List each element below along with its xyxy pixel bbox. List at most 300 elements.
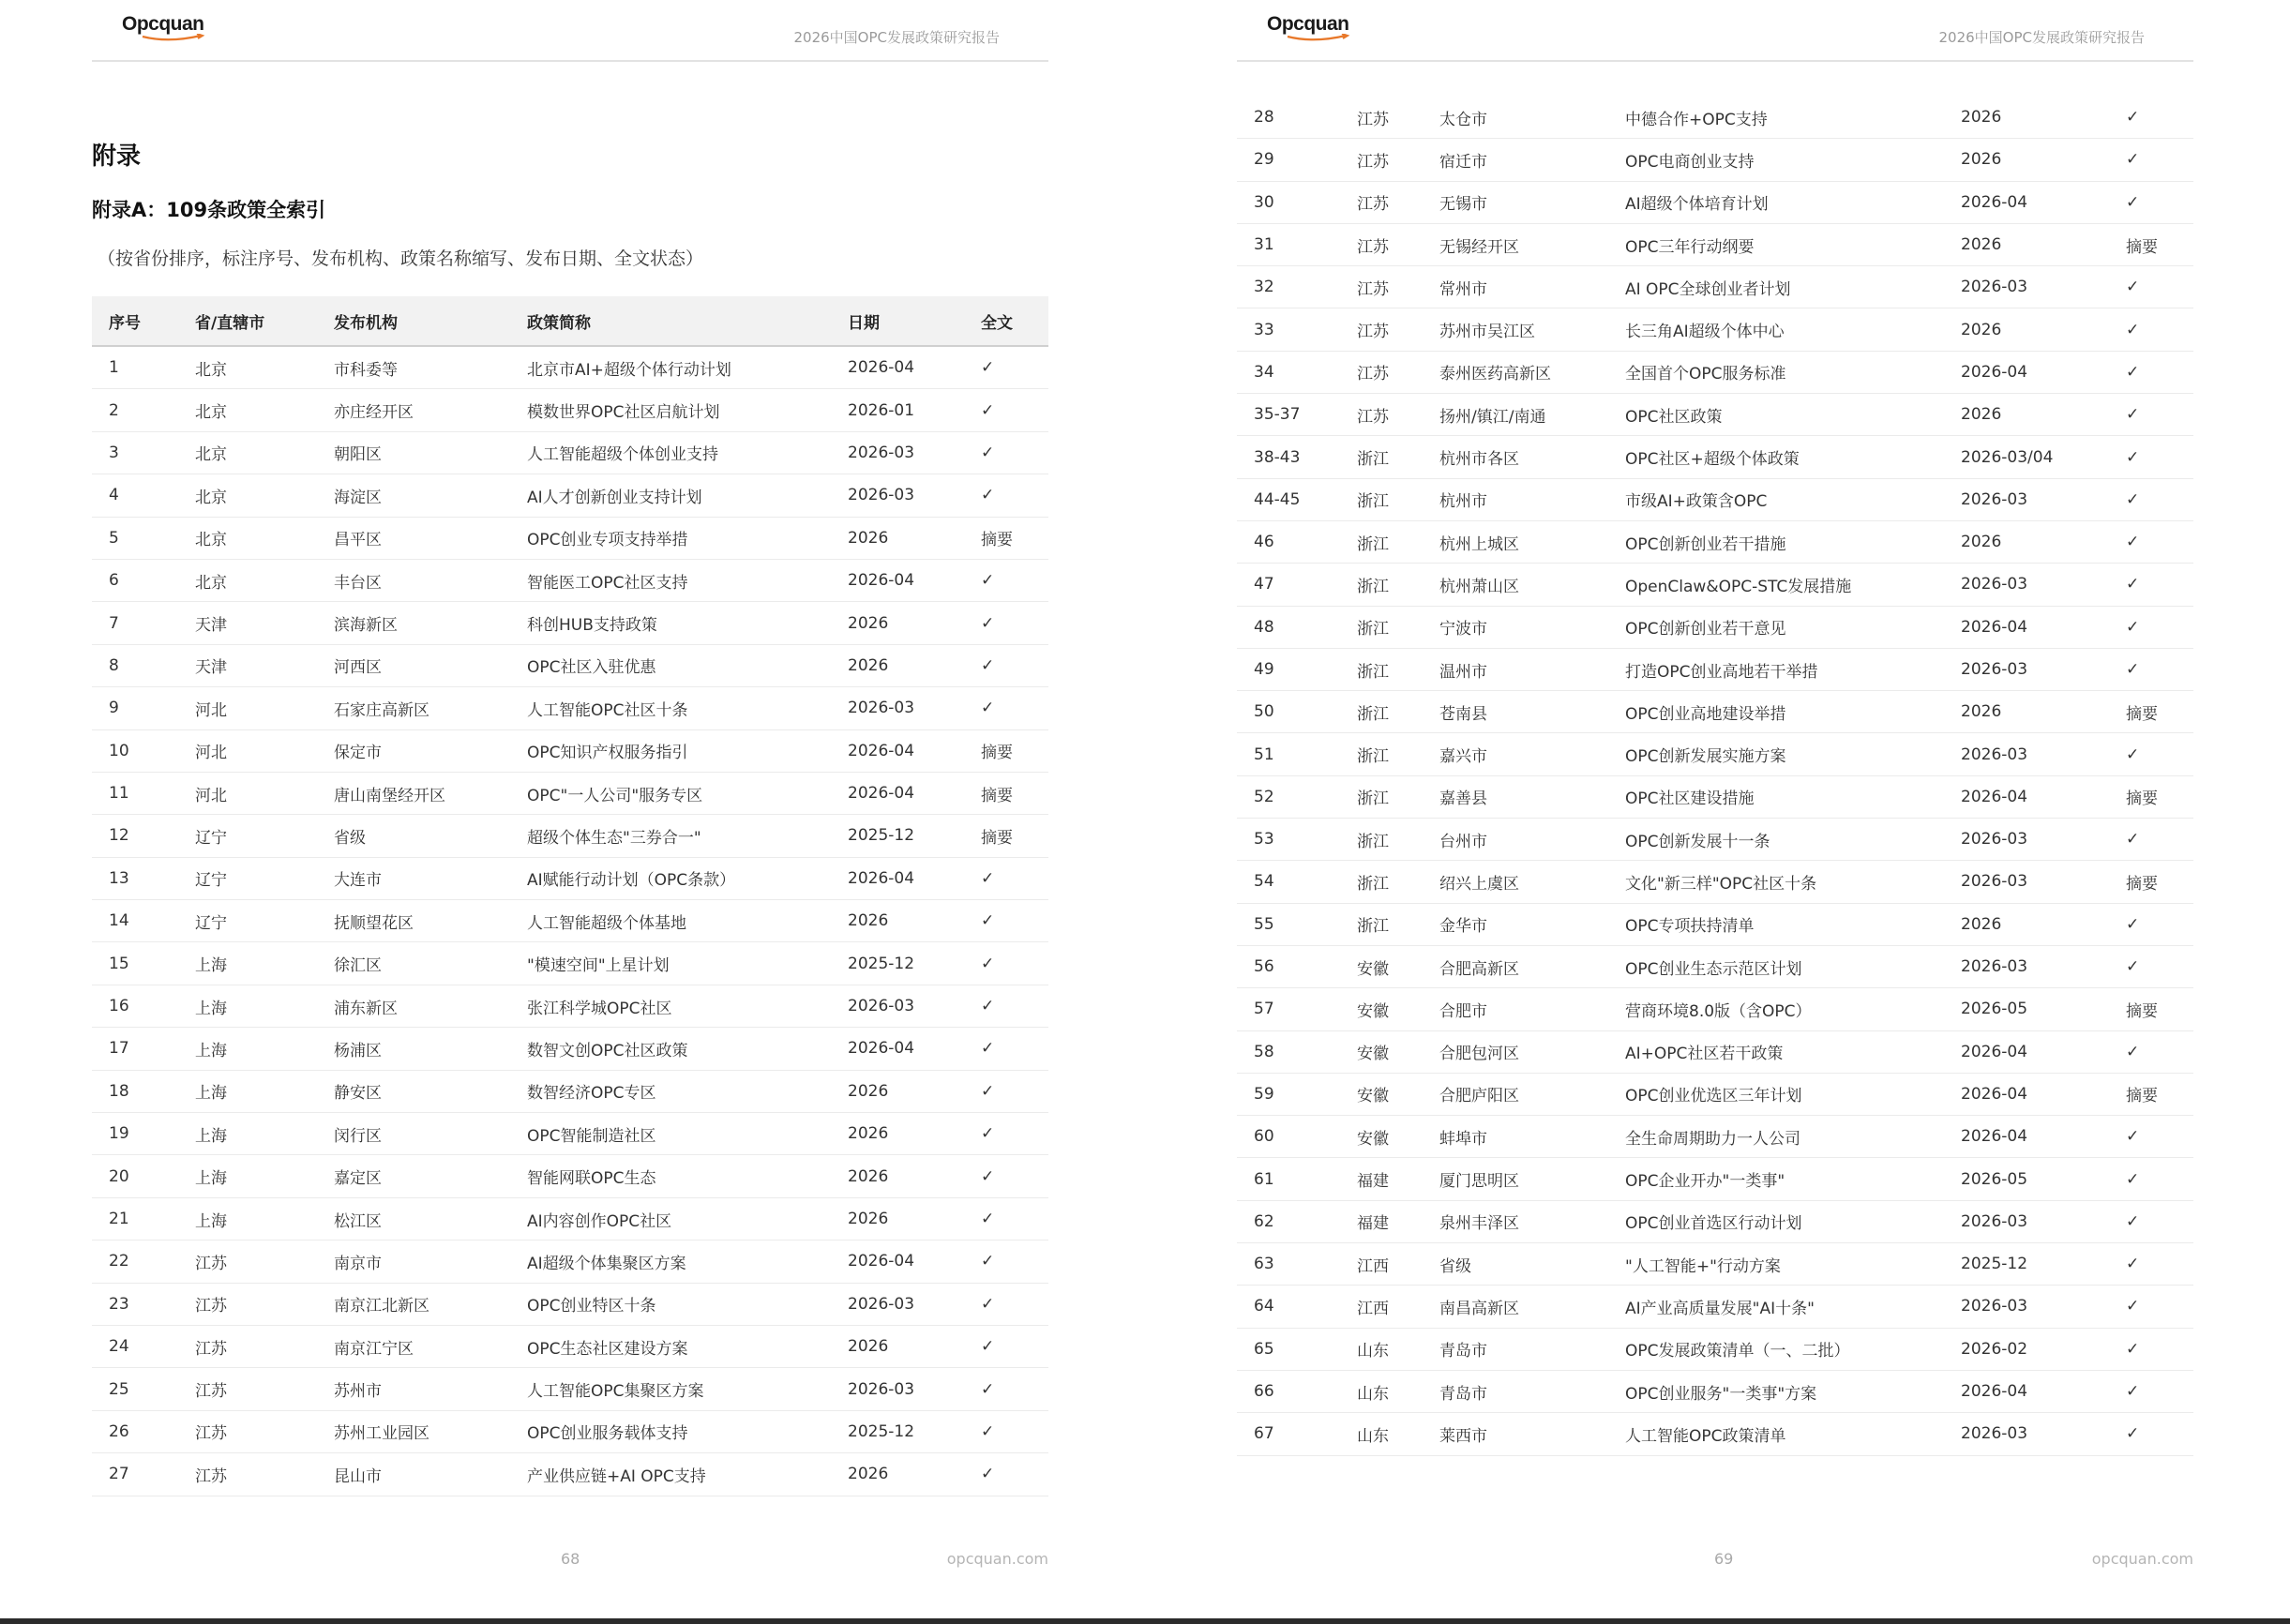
cell-date: 2026-03 <box>831 687 964 729</box>
cell-agency: 杭州萧山区 <box>1423 564 1608 606</box>
col-header-province: 省/直辖市 <box>178 296 317 346</box>
cell-date: 2026-03 <box>831 431 964 474</box>
cell-province: 江苏 <box>178 1410 317 1452</box>
cell-date: 2026-04 <box>1944 1030 2109 1073</box>
cell-date: 2026 <box>831 517 964 559</box>
table-row <box>1237 945 2193 987</box>
cell-index: 49 <box>1237 648 1340 690</box>
cell-date: 2026 <box>831 1453 964 1496</box>
cell-index: 19 <box>92 1113 178 1155</box>
cell-index: 6 <box>92 559 178 601</box>
cell-fulltext: 摘要 <box>2109 861 2193 903</box>
cell-fulltext: ✓ <box>964 1197 1048 1240</box>
cell-province: 江苏 <box>1340 308 1423 351</box>
logo-swoosh-icon <box>122 34 206 43</box>
cell-agency: 无锡市 <box>1423 181 1608 223</box>
table-row <box>1237 1116 2193 1158</box>
cell-index: 59 <box>1237 1073 1340 1115</box>
cell-province: 江苏 <box>1340 223 1423 265</box>
cell-policy: AI超级个体集聚区方案 <box>510 1241 831 1283</box>
table-row <box>92 1113 1048 1155</box>
table-row <box>1237 564 2193 606</box>
cell-agency: 抚顺望花区 <box>317 900 510 942</box>
cell-province: 江苏 <box>1340 181 1423 223</box>
cell-agency: 唐山南堡经开区 <box>317 772 510 814</box>
cell-province: 浙江 <box>1340 733 1423 775</box>
cell-agency: 温州市 <box>1423 648 1608 690</box>
cell-index: 53 <box>1237 819 1340 861</box>
cell-policy: 人工智能超级个体创业支持 <box>510 431 831 474</box>
cell-policy: 长三角AI超级个体中心 <box>1608 308 1944 351</box>
cell-fulltext: 摘要 <box>964 729 1048 772</box>
cell-policy: OPC社区建设措施 <box>1608 775 1944 818</box>
cell-policy: OPC电商创业支持 <box>1608 139 1944 181</box>
cell-policy: OPC创业首选区行动计划 <box>1608 1200 1944 1242</box>
cell-province: 北京 <box>178 517 317 559</box>
cell-date: 2026-02 <box>1944 1328 2109 1370</box>
cell-fulltext: 摘要 <box>2109 988 2193 1030</box>
cell-agency: 青岛市 <box>1423 1328 1608 1370</box>
table-row <box>1237 819 2193 861</box>
cell-date: 2026-03 <box>1944 819 2109 861</box>
cell-policy: OPC创业优选区三年计划 <box>1608 1073 1944 1115</box>
cell-agency: 合肥包河区 <box>1423 1030 1608 1073</box>
table-row <box>92 1070 1048 1112</box>
cell-index: 60 <box>1237 1116 1340 1158</box>
cell-province: 山东 <box>1340 1328 1423 1370</box>
cell-policy: OPC创业服务载体支持 <box>510 1410 831 1452</box>
cell-agency: 苏州工业园区 <box>317 1410 510 1452</box>
cell-fulltext: ✓ <box>964 389 1048 431</box>
cell-index: 48 <box>1237 606 1340 648</box>
cell-index: 12 <box>92 815 178 857</box>
col-header-agency: 发布机构 <box>317 296 510 346</box>
cell-date: 2026 <box>831 1325 964 1367</box>
cell-date: 2026 <box>831 1197 964 1240</box>
cell-date: 2026 <box>1944 903 2109 945</box>
cell-province: 福建 <box>1340 1158 1423 1200</box>
cell-agency: 石家庄高新区 <box>317 687 510 729</box>
cell-index: 65 <box>1237 1328 1340 1370</box>
cell-policy: AI OPC全球创业者计划 <box>1608 266 1944 308</box>
cell-fulltext: 摘要 <box>964 815 1048 857</box>
cell-agency: 浦东新区 <box>317 985 510 1027</box>
col-header-index: 序号 <box>92 296 178 346</box>
cell-policy: OPC专项扶持清单 <box>1608 903 1944 945</box>
cell-policy: OPC创业服务"一类事"方案 <box>1608 1370 1944 1412</box>
cell-index: 27 <box>92 1453 178 1496</box>
table-row <box>92 517 1048 559</box>
cell-index: 23 <box>92 1283 178 1325</box>
cell-agency: 泰州医药高新区 <box>1423 351 1608 393</box>
cell-index: 66 <box>1237 1370 1340 1412</box>
cell-province: 江苏 <box>1340 351 1423 393</box>
cell-index: 5 <box>92 517 178 559</box>
table-row <box>92 559 1048 601</box>
cell-index: 10 <box>92 729 178 772</box>
col-header-fulltext: 全文 <box>964 296 1048 346</box>
cell-agency: 海淀区 <box>317 474 510 517</box>
cell-fulltext: ✓ <box>2109 1030 2193 1073</box>
cell-agency: 合肥高新区 <box>1423 945 1608 987</box>
cell-province: 辽宁 <box>178 900 317 942</box>
cell-index: 47 <box>1237 564 1340 606</box>
cell-fulltext: ✓ <box>2109 1116 2193 1158</box>
cell-index: 38-43 <box>1237 436 1340 478</box>
cell-policy: AI人才创新创业支持计划 <box>510 474 831 517</box>
cell-fulltext: ✓ <box>964 1368 1048 1410</box>
table-row <box>92 1368 1048 1410</box>
cell-fulltext: ✓ <box>964 985 1048 1027</box>
cell-policy: 中德合作+OPC支持 <box>1608 97 1944 139</box>
cell-province: 江苏 <box>178 1453 317 1496</box>
cell-policy: 人工智能OPC社区十条 <box>510 687 831 729</box>
cell-fulltext: ✓ <box>964 1113 1048 1155</box>
table-row <box>1237 733 2193 775</box>
table-row <box>1237 223 2193 265</box>
cell-fulltext: ✓ <box>2109 819 2193 861</box>
cell-index: 52 <box>1237 775 1340 818</box>
cell-index: 62 <box>1237 1200 1340 1242</box>
cell-province: 江苏 <box>178 1283 317 1325</box>
table-row <box>92 644 1048 686</box>
cell-province: 浙江 <box>1340 819 1423 861</box>
cell-index: 30 <box>1237 181 1340 223</box>
cell-province: 辽宁 <box>178 857 317 899</box>
cell-date: 2026-03 <box>1944 861 2109 903</box>
cell-date: 2026-04 <box>1944 1370 2109 1412</box>
cell-fulltext: ✓ <box>2109 394 2193 436</box>
cell-index: 25 <box>92 1368 178 1410</box>
cell-agency: 南京江北新区 <box>317 1283 510 1325</box>
cell-date: 2026-03 <box>1944 733 2109 775</box>
cell-index: 20 <box>92 1155 178 1197</box>
cell-index: 32 <box>1237 266 1340 308</box>
table-row <box>1237 436 2193 478</box>
cell-date: 2026-04 <box>831 1028 964 1070</box>
cell-agency: 泉州丰泽区 <box>1423 1200 1608 1242</box>
cell-agency: 南京市 <box>317 1241 510 1283</box>
cell-policy: OPC创新创业若干措施 <box>1608 520 1944 563</box>
cell-date: 2026-03 <box>1944 564 2109 606</box>
cell-agency: 杭州市 <box>1423 478 1608 520</box>
cell-date: 2026-03 <box>1944 478 2109 520</box>
cell-date: 2026-03 <box>831 1283 964 1325</box>
cell-province: 河北 <box>178 772 317 814</box>
page-68 <box>0 0 1145 1618</box>
cell-fulltext: 摘要 <box>2109 691 2193 733</box>
cell-date: 2026 <box>831 1070 964 1112</box>
cell-policy: 数智经济OPC专区 <box>510 1070 831 1112</box>
table-row <box>92 1197 1048 1240</box>
cell-province: 江苏 <box>178 1325 317 1367</box>
table-row <box>1237 478 2193 520</box>
cell-date: 2026 <box>1944 308 2109 351</box>
report-title: 2026中国OPC发展政策研究报告 <box>1938 29 2145 46</box>
page-header <box>1237 0 2193 62</box>
cell-fulltext: ✓ <box>964 687 1048 729</box>
cell-policy: 智能医工OPC社区支持 <box>510 559 831 601</box>
cell-index: 58 <box>1237 1030 1340 1073</box>
cell-agency: 闵行区 <box>317 1113 510 1155</box>
cell-index: 54 <box>1237 861 1340 903</box>
cell-policy: OpenClaw&OPC-STC发展措施 <box>1608 564 1944 606</box>
cell-date: 2026-03 <box>831 1368 964 1410</box>
cell-agency: 金华市 <box>1423 903 1608 945</box>
cell-province: 浙江 <box>1340 478 1423 520</box>
cell-policy: OPC社区政策 <box>1608 394 1944 436</box>
opcquan-logo: Opcquan <box>1267 13 1349 35</box>
cell-index: 31 <box>1237 223 1340 265</box>
cell-fulltext: ✓ <box>964 942 1048 985</box>
cell-policy: 北京市AI+超级个体行动计划 <box>510 346 831 389</box>
cell-fulltext: ✓ <box>2109 1413 2193 1455</box>
cell-policy: 产业供应链+AI OPC支持 <box>510 1453 831 1496</box>
table-row <box>92 1325 1048 1367</box>
cell-index: 33 <box>1237 308 1340 351</box>
sort-note: （按省份排序，标注序号、发布机构、政策名称缩写、发布日期、全文状态） <box>98 248 704 269</box>
cell-fulltext: ✓ <box>2109 436 2193 478</box>
table-row <box>92 985 1048 1027</box>
cell-policy: OPC"一人公司"服务专区 <box>510 772 831 814</box>
cell-policy: 市级AI+政策含OPC <box>1608 478 1944 520</box>
col-header-date: 日期 <box>831 296 964 346</box>
cell-province: 浙江 <box>1340 520 1423 563</box>
cell-agency: 亦庄经开区 <box>317 389 510 431</box>
cell-fulltext: 摘要 <box>2109 775 2193 818</box>
cell-index: 13 <box>92 857 178 899</box>
cell-index: 35-37 <box>1237 394 1340 436</box>
table-row <box>92 687 1048 729</box>
cell-policy: OPC发展政策清单（一、二批） <box>1608 1328 1944 1370</box>
cell-province: 江苏 <box>1340 97 1423 139</box>
cell-fulltext: ✓ <box>964 1325 1048 1367</box>
cell-province: 上海 <box>178 1197 317 1240</box>
cell-province: 上海 <box>178 985 317 1027</box>
policy-index-table <box>92 296 1048 1496</box>
table-row <box>1237 691 2193 733</box>
cell-index: 22 <box>92 1241 178 1283</box>
col-header-policy: 政策简称 <box>510 296 831 346</box>
cell-date: 2026-04 <box>831 559 964 601</box>
table-row <box>92 857 1048 899</box>
table-row <box>1237 1073 2193 1115</box>
cell-index: 8 <box>92 644 178 686</box>
cell-agency: 朝阳区 <box>317 431 510 474</box>
cell-agency: 嘉兴市 <box>1423 733 1608 775</box>
cell-province: 北京 <box>178 474 317 517</box>
cell-index: 28 <box>1237 97 1340 139</box>
page-number: 68 <box>561 1550 580 1568</box>
cell-fulltext: ✓ <box>2109 97 2193 139</box>
table-row <box>92 1155 1048 1197</box>
cell-index: 18 <box>92 1070 178 1112</box>
cell-fulltext: ✓ <box>2109 266 2193 308</box>
cell-index: 14 <box>92 900 178 942</box>
table-row <box>92 602 1048 644</box>
cell-policy: AI赋能行动计划（OPC条款） <box>510 857 831 899</box>
cell-fulltext: ✓ <box>964 644 1048 686</box>
cell-policy: OPC智能制造社区 <box>510 1113 831 1155</box>
cell-agency: 绍兴上虞区 <box>1423 861 1608 903</box>
cell-agency: 苏州市 <box>317 1368 510 1410</box>
cell-policy: 人工智能OPC政策清单 <box>1608 1413 1944 1455</box>
cell-agency: 合肥庐阳区 <box>1423 1073 1608 1115</box>
cell-province: 江苏 <box>178 1241 317 1283</box>
cell-agency: 苍南县 <box>1423 691 1608 733</box>
cell-policy: AI超级个体培育计划 <box>1608 181 1944 223</box>
cell-fulltext: ✓ <box>964 602 1048 644</box>
cell-policy: 打造OPC创业高地若干举措 <box>1608 648 1944 690</box>
cell-province: 江苏 <box>1340 394 1423 436</box>
cell-province: 北京 <box>178 346 317 389</box>
cell-fulltext: ✓ <box>2109 1286 2193 1328</box>
footer-site: opcquan.com <box>946 1550 1048 1568</box>
cell-province: 江苏 <box>1340 139 1423 181</box>
cell-agency: 杭州市各区 <box>1423 436 1608 478</box>
cell-fulltext: ✓ <box>964 1155 1048 1197</box>
cell-province: 浙江 <box>1340 903 1423 945</box>
cell-agency: 南昌高新区 <box>1423 1286 1608 1328</box>
cell-province: 上海 <box>178 1113 317 1155</box>
cell-province: 浙江 <box>1340 861 1423 903</box>
cell-agency: 昌平区 <box>317 517 510 559</box>
cell-agency: 嘉定区 <box>317 1155 510 1197</box>
cell-policy: AI产业高质量发展"AI十条" <box>1608 1286 1944 1328</box>
cell-policy: OPC创新发展实施方案 <box>1608 733 1944 775</box>
policy-index-table-continued <box>1237 97 2193 1456</box>
cell-agency: 合肥市 <box>1423 988 1608 1030</box>
cell-date: 2026-04 <box>831 729 964 772</box>
cell-index: 3 <box>92 431 178 474</box>
cell-index: 55 <box>1237 903 1340 945</box>
cell-index: 15 <box>92 942 178 985</box>
cell-date: 2026-04 <box>831 857 964 899</box>
cell-fulltext: ✓ <box>2109 1243 2193 1286</box>
cell-province: 浙江 <box>1340 436 1423 478</box>
cell-province: 北京 <box>178 431 317 474</box>
appendix-a-heading: 附录A：109条政策全索引 <box>92 199 326 221</box>
cell-province: 北京 <box>178 389 317 431</box>
cell-province: 山东 <box>1340 1413 1423 1455</box>
cell-agency: 莱西市 <box>1423 1413 1608 1455</box>
cell-policy: 营商环境8.0版（含OPC） <box>1608 988 1944 1030</box>
cell-agency: 省级 <box>1423 1243 1608 1286</box>
table-row <box>1237 1370 2193 1412</box>
cell-policy: 人工智能超级个体基地 <box>510 900 831 942</box>
cell-policy: OPC社区入驻优惠 <box>510 644 831 686</box>
table-row <box>1237 1030 2193 1073</box>
table-row <box>92 1028 1048 1070</box>
table-row <box>1237 1413 2193 1455</box>
cell-index: 2 <box>92 389 178 431</box>
table-row <box>92 474 1048 517</box>
cell-date: 2026 <box>1944 520 2109 563</box>
cell-province: 江苏 <box>1340 266 1423 308</box>
cell-fulltext: ✓ <box>964 1241 1048 1283</box>
table-row <box>92 815 1048 857</box>
cell-index: 34 <box>1237 351 1340 393</box>
table-row <box>1237 97 2193 139</box>
cell-policy: 数智文创OPC社区政策 <box>510 1028 831 1070</box>
cell-fulltext: ✓ <box>2109 945 2193 987</box>
cell-fulltext: ✓ <box>964 431 1048 474</box>
cell-province: 安徽 <box>1340 1073 1423 1115</box>
cell-policy: OPC创新发展十一条 <box>1608 819 1944 861</box>
cell-province: 北京 <box>178 559 317 601</box>
cell-province: 福建 <box>1340 1200 1423 1242</box>
cell-fulltext: ✓ <box>2109 351 2193 393</box>
cell-province: 天津 <box>178 602 317 644</box>
cell-index: 4 <box>92 474 178 517</box>
table-row <box>1237 181 2193 223</box>
table-row <box>1237 266 2193 308</box>
table-row <box>1237 1200 2193 1242</box>
appendix-heading: 附录 <box>92 143 142 171</box>
table-row <box>1237 606 2193 648</box>
table-row <box>92 1241 1048 1283</box>
cell-policy: OPC创新创业若干意见 <box>1608 606 1944 648</box>
cell-policy: 智能网联OPC生态 <box>510 1155 831 1197</box>
cell-index: 1 <box>92 346 178 389</box>
cell-fulltext: ✓ <box>2109 564 2193 606</box>
cell-province: 上海 <box>178 1155 317 1197</box>
cell-date: 2026-03 <box>1944 1413 2109 1455</box>
cell-fulltext: ✓ <box>2109 1370 2193 1412</box>
cell-agency: 丰台区 <box>317 559 510 601</box>
cell-agency: 滨海新区 <box>317 602 510 644</box>
cell-index: 44-45 <box>1237 478 1340 520</box>
cell-date: 2026 <box>831 644 964 686</box>
cell-policy: 文化"新三样"OPC社区十条 <box>1608 861 1944 903</box>
cell-index: 7 <box>92 602 178 644</box>
cell-policy: 全生命周期助力一人公司 <box>1608 1116 1944 1158</box>
cell-policy: 科创HUB支持政策 <box>510 602 831 644</box>
cell-index: 11 <box>92 772 178 814</box>
cell-fulltext: ✓ <box>964 1070 1048 1112</box>
cell-policy: OPC知识产权服务指引 <box>510 729 831 772</box>
page-69 <box>1145 0 2290 1618</box>
table-row <box>92 729 1048 772</box>
table-row <box>1237 1328 2193 1370</box>
cell-province: 上海 <box>178 942 317 985</box>
cell-date: 2026 <box>831 900 964 942</box>
cell-agency: 保定市 <box>317 729 510 772</box>
cell-province: 浙江 <box>1340 691 1423 733</box>
cell-province: 山东 <box>1340 1370 1423 1412</box>
cell-policy: 人工智能OPC集聚区方案 <box>510 1368 831 1410</box>
cell-policy: 超级个体生态"三券合一" <box>510 815 831 857</box>
table-row <box>92 900 1048 942</box>
cell-policy: OPC企业开办"一类事" <box>1608 1158 1944 1200</box>
cell-fulltext: ✓ <box>2109 520 2193 563</box>
cell-policy: OPC社区+超级个体政策 <box>1608 436 1944 478</box>
cell-index: 24 <box>92 1325 178 1367</box>
cell-fulltext: ✓ <box>2109 903 2193 945</box>
cell-date: 2026 <box>831 1155 964 1197</box>
cell-policy: OPC创业专项支持举措 <box>510 517 831 559</box>
table-row <box>92 1283 1048 1325</box>
cell-date: 2025-12 <box>831 815 964 857</box>
cell-fulltext: 摘要 <box>964 772 1048 814</box>
report-title: 2026中国OPC发展政策研究报告 <box>793 29 1000 46</box>
cell-province: 江西 <box>1340 1286 1423 1328</box>
table-row <box>92 1453 1048 1496</box>
cell-agency: 河西区 <box>317 644 510 686</box>
cell-province: 河北 <box>178 687 317 729</box>
cell-date: 2026-03 <box>1944 945 2109 987</box>
cell-fulltext: ✓ <box>964 857 1048 899</box>
